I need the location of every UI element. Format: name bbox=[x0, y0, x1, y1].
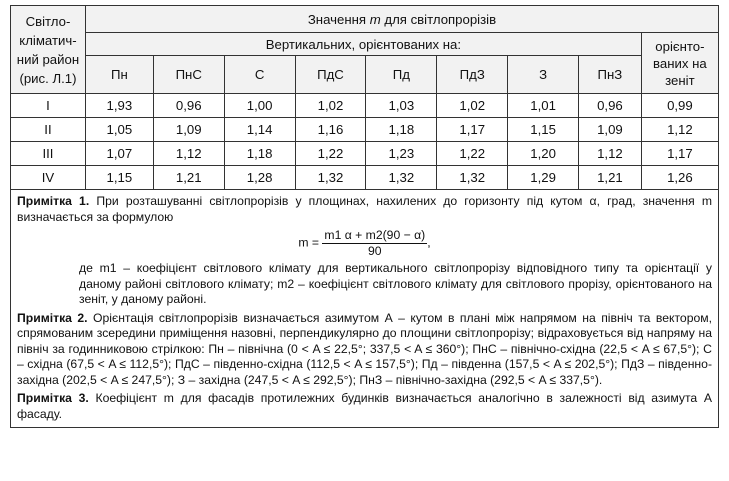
note-3 bbox=[17, 391, 712, 422]
column-header: ПдЗ bbox=[437, 56, 508, 94]
zenith-header: орієнто- ваних на зеніт bbox=[641, 33, 718, 94]
value-cell: 1,15 bbox=[508, 118, 579, 142]
values-header: Значення m для світлопрорізів bbox=[85, 6, 718, 33]
note-1-label: Примітка 1. bbox=[17, 194, 90, 208]
column-header: Пд bbox=[366, 56, 437, 94]
region-cell: II bbox=[11, 118, 86, 142]
note-1 bbox=[17, 194, 712, 225]
formula-numerator: m1 α + m2(90 − α) bbox=[324, 228, 426, 242]
value-cell: 1,22 bbox=[295, 142, 366, 166]
column-header: ПдС bbox=[295, 56, 366, 94]
table-row bbox=[11, 118, 719, 142]
value-cell: 1,32 bbox=[366, 166, 437, 190]
value-cell: 1,02 bbox=[295, 94, 366, 118]
light-climate-table bbox=[10, 5, 719, 428]
region-header-line: Світло- bbox=[25, 13, 71, 29]
value-cell: 1,09 bbox=[153, 118, 224, 142]
value-cell: 1,21 bbox=[153, 166, 224, 190]
zenith-cell: 1,26 bbox=[641, 166, 718, 190]
value-cell: 1,03 bbox=[366, 94, 437, 118]
table-row bbox=[11, 94, 719, 118]
value-cell: 1,17 bbox=[437, 118, 508, 142]
value-cell: 1,18 bbox=[366, 118, 437, 142]
column-header: Пн bbox=[85, 56, 153, 94]
table-row bbox=[11, 142, 719, 166]
value-cell: 1,93 bbox=[85, 94, 153, 118]
column-header: З bbox=[508, 56, 579, 94]
note-2-text: Орієнтація світлопрорізів визначається азимутом А – кутом в плані між напрямом на північ та вектором, спрямованим зсередини приміщення назовні, перпендикулярно до площини світлопрорізу; відраховується від напряму на північ за годинниковою стрілкою: Пн – північна (0 < A ≤ 22,5°; 337,5 < A ≤ 360°); ПнС – північно-східна (22,5 < A ≤ 67,5°); С – східна (67,5 < A ≤ 112,5°); ПдС – південно-східна (112,5 < A ≤ 157,5°); Пд – південна (157,5 < A ≤ 202,5°); ПдЗ – південно-західна (202,5 < A ≤ 247,5°); З – західна (247,5 < A ≤ 292,5°); ПнЗ – північно-західна (292,5 < A ≤ 337,5°). bbox=[17, 310, 713, 387]
region-cell: IV bbox=[11, 166, 86, 190]
note-1-text: При розташуванні світлопрорізів у площинах, нахилених до горизонту під кутом α, град, значення m визначається за формулою bbox=[17, 194, 713, 224]
value-cell: 1,21 bbox=[579, 166, 642, 190]
zenith-cell: 1,12 bbox=[641, 118, 718, 142]
formula-fraction bbox=[322, 228, 427, 259]
value-cell: 0,96 bbox=[579, 94, 642, 118]
value-cell: 1,15 bbox=[85, 166, 153, 190]
region-header-line: (рис. Л.1) bbox=[19, 70, 77, 86]
value-cell: 1,12 bbox=[153, 142, 224, 166]
value-cell: 1,09 bbox=[579, 118, 642, 142]
note-2 bbox=[17, 311, 712, 389]
value-cell: 0,96 bbox=[153, 94, 224, 118]
note-3-label: Примітка 3. bbox=[17, 391, 89, 405]
value-cell: 1,12 bbox=[579, 142, 642, 166]
value-cell: 1,22 bbox=[437, 142, 508, 166]
zenith-cell: 0,99 bbox=[641, 94, 718, 118]
value-cell: 1,20 bbox=[508, 142, 579, 166]
column-header: ПнС bbox=[153, 56, 224, 94]
value-cell: 1,02 bbox=[437, 94, 508, 118]
value-cell: 1,18 bbox=[224, 142, 295, 166]
value-cell: 1,05 bbox=[85, 118, 153, 142]
note-3-text: Коефіцієнт m для фасадів протилежних будинків визначається аналогічно в залежності від азимута A фасаду. bbox=[17, 391, 712, 421]
value-cell: 1,32 bbox=[295, 166, 366, 190]
document-page bbox=[10, 5, 719, 428]
value-cell: 1,00 bbox=[224, 94, 295, 118]
region-header-line: кліматич- bbox=[19, 32, 77, 48]
value-cell: 1,32 bbox=[437, 166, 508, 190]
value-cell: 1,28 bbox=[224, 166, 295, 190]
region-header bbox=[11, 6, 86, 94]
notes-cell bbox=[11, 190, 719, 428]
value-cell: 1,01 bbox=[508, 94, 579, 118]
formula-denominator: 90 bbox=[368, 244, 382, 258]
region-header-line: ний район bbox=[16, 51, 80, 67]
variable-m: m bbox=[369, 11, 381, 27]
value-cell: 1,23 bbox=[366, 142, 437, 166]
value-cell: 1,16 bbox=[295, 118, 366, 142]
note-2-label: Примітка 2. bbox=[17, 310, 88, 325]
column-header: С bbox=[224, 56, 295, 94]
value-cell: 1,14 bbox=[224, 118, 295, 142]
value-cell: 1,29 bbox=[508, 166, 579, 190]
formula: m = $\frac{m1 \alpha + m2(90 - \alpha)}{90}$ , bbox=[298, 228, 431, 258]
table-row bbox=[11, 166, 719, 190]
vertical-header: Вертикальних, орієнтованих на: bbox=[85, 33, 641, 56]
column-header: ПнЗ bbox=[579, 56, 642, 94]
note-1-continued: де m1 – коефіцієнт світлового клімату для вертикального світлопрорізу відповідного типу та орієнтації у даному районі світлового клімату; m2 – коефіцієнт світлового клімату для світлового прорізу, орієнтованого на зеніт, у даному районі. bbox=[79, 261, 712, 306]
formula-lhs: m = bbox=[298, 235, 320, 250]
value-cell: 1,07 bbox=[85, 142, 153, 166]
region-cell: I bbox=[11, 94, 86, 118]
region-cell: III bbox=[11, 142, 86, 166]
zenith-cell: 1,17 bbox=[641, 142, 718, 166]
